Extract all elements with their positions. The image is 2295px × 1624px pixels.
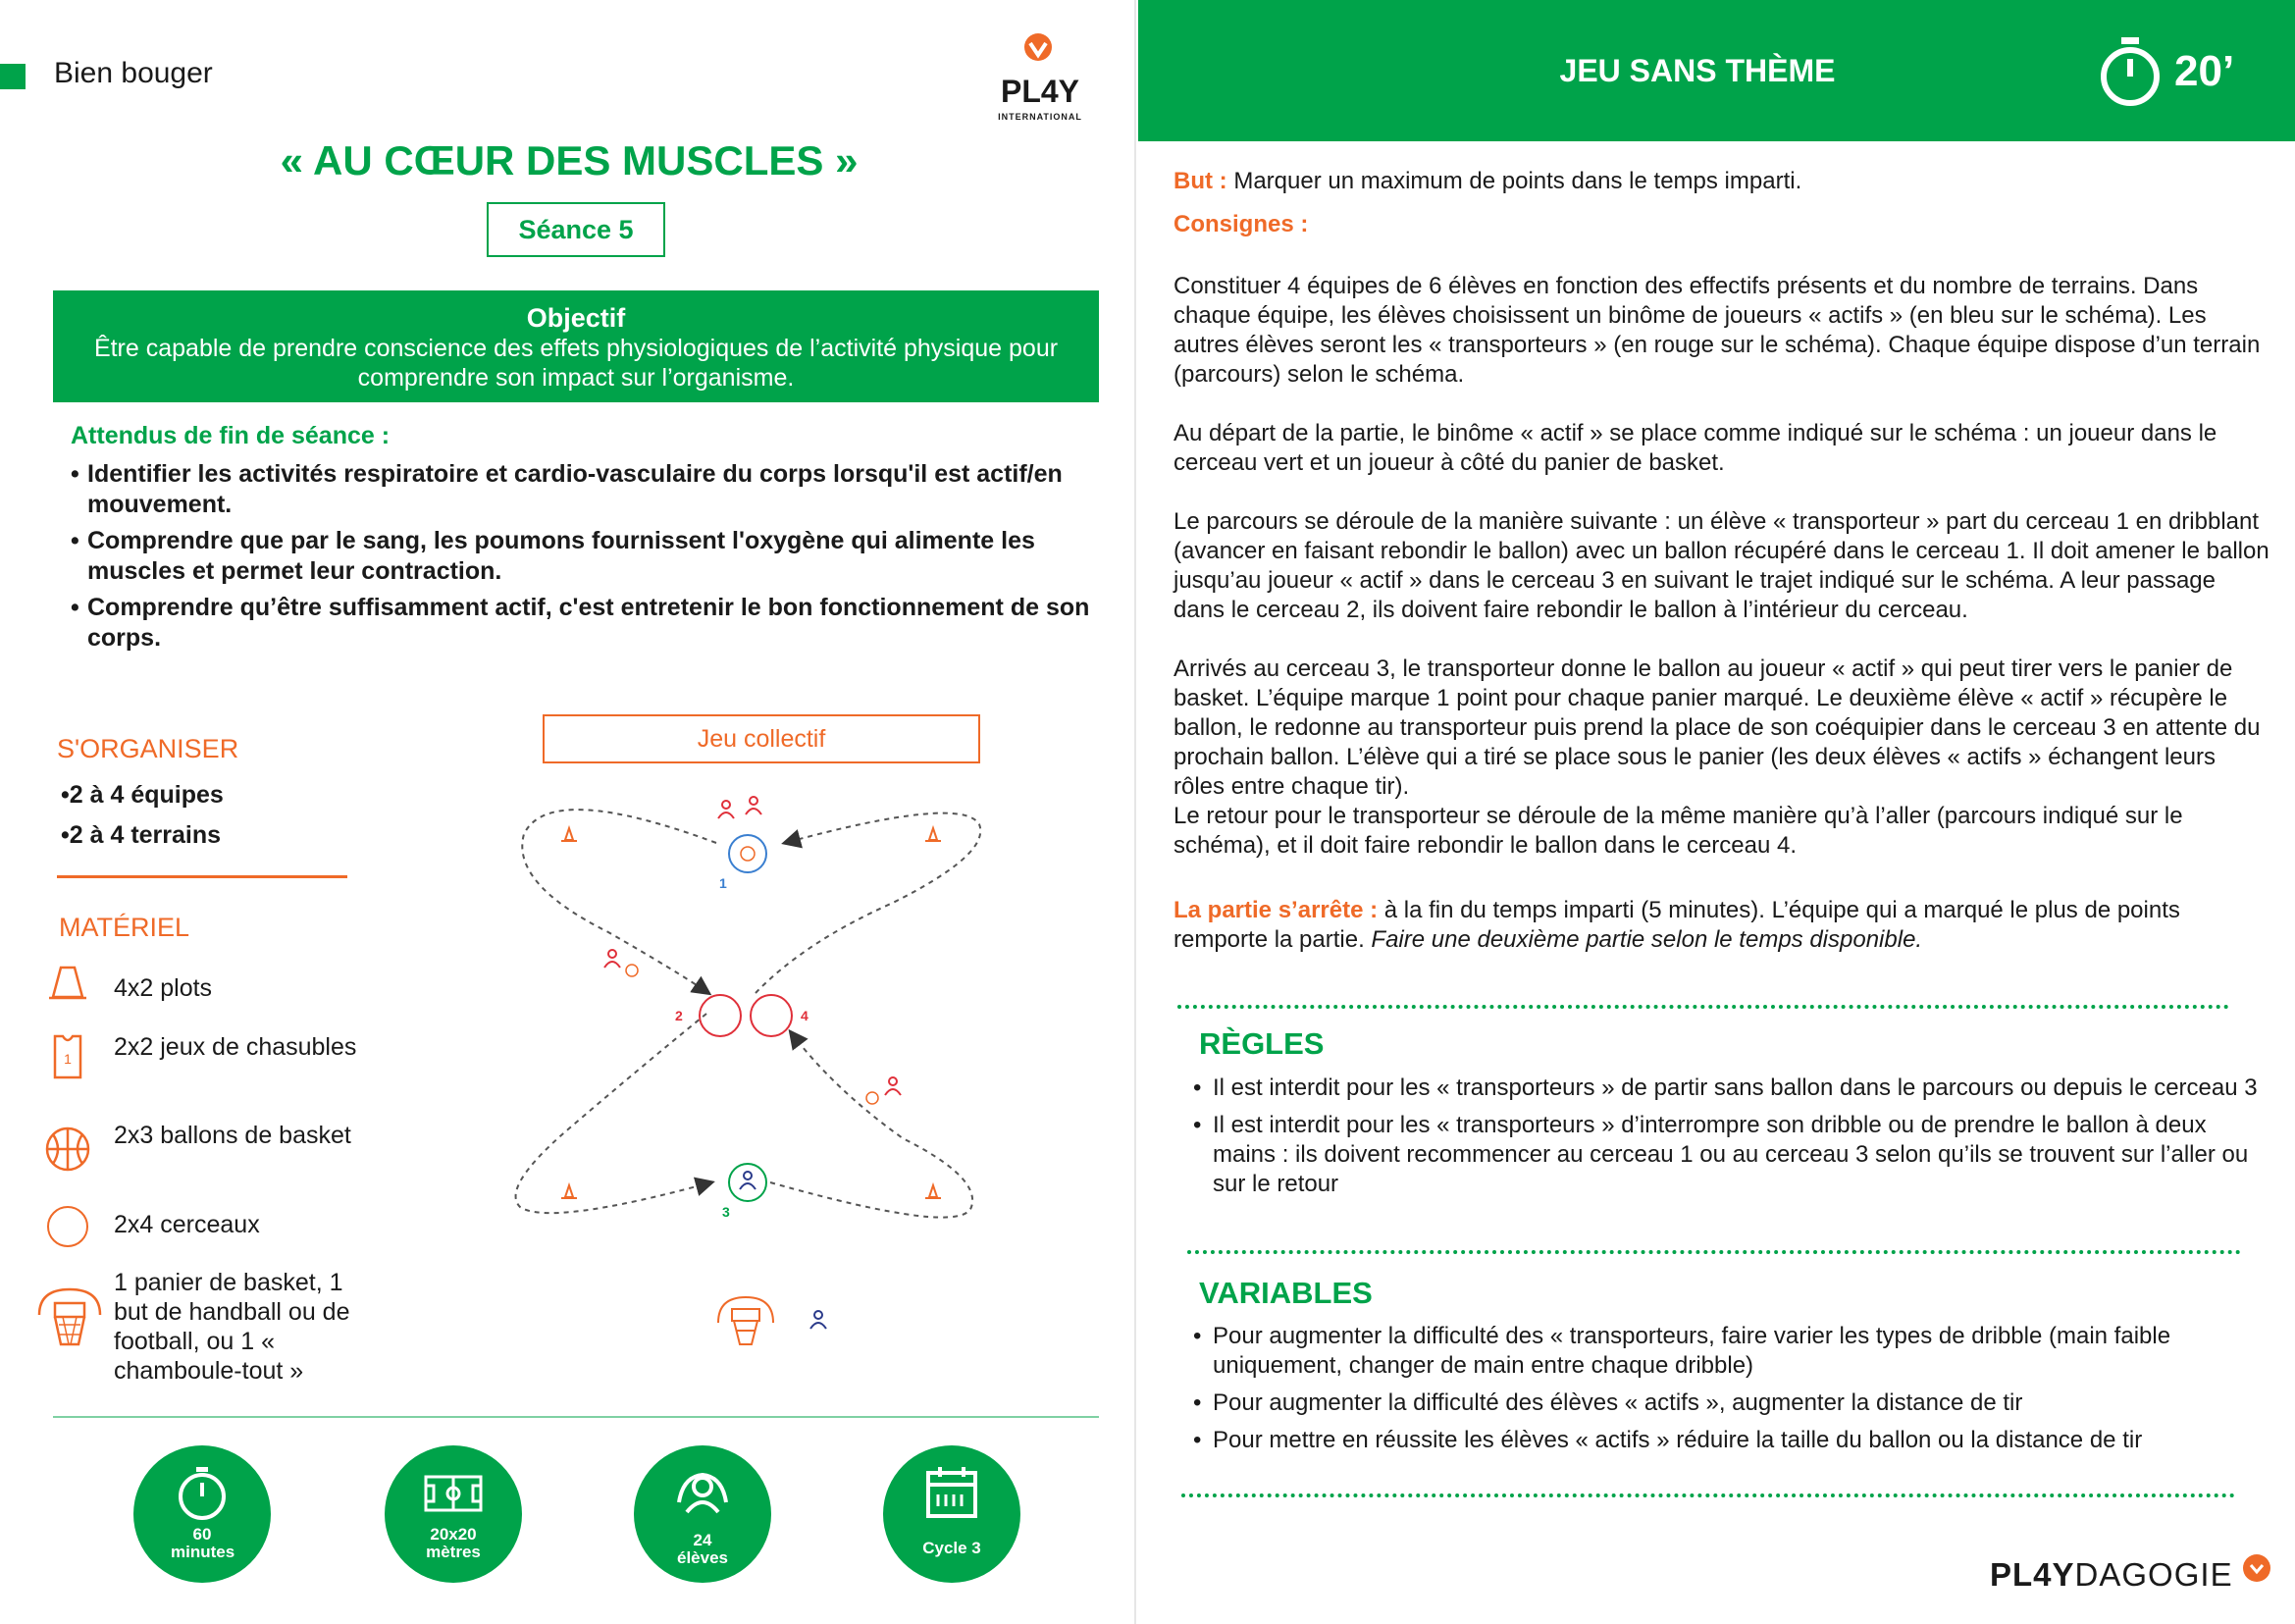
list-item: • Pour mettre en réussite les élèves « actifs » réduire la taille du ballon ou la distance de tir (1193, 1426, 2272, 1455)
play-international-logo (981, 29, 1099, 128)
attendus-title: Attendus de fin de séance : (71, 422, 391, 449)
path-top-right (756, 813, 980, 993)
person-icon-navy (810, 1311, 826, 1329)
hoop-1-label: 1 (719, 875, 727, 891)
hoop-2 (700, 995, 741, 1036)
svg-text:INTERNATIONAL: INTERNATIONAL (998, 112, 1082, 122)
hoop-ring-icon (43, 1203, 92, 1258)
organiser-title: S'ORGANISER (57, 734, 239, 763)
playdagogie-logo (1990, 1556, 2233, 1594)
basket-hoop-icon (718, 1297, 773, 1344)
basketball-icon (43, 1125, 92, 1179)
path-bottom-right (770, 1032, 972, 1218)
list-item: • Il est interdit pour les « transporteurs » d’interrompre son dribble ou de prendre le ballon à deux mains : ils doivent recommencer au cerceau 1 ou au cerceau 3 selon qu’ils se trouvent sur l’aller ou sur le retour (1193, 1111, 2272, 1199)
footer-divider (53, 1416, 1099, 1418)
brand-bold: PL4Y (1990, 1556, 2075, 1593)
but-line (1174, 167, 2272, 196)
attendus-list (71, 459, 1101, 659)
materiel-item: 2x4 cerceaux (114, 1211, 260, 1238)
list-item: • 2 à 4 équipes (61, 775, 224, 815)
stopwatch-icon (2098, 35, 2163, 115)
basketball-icon (626, 965, 638, 976)
cone-icon (561, 1185, 577, 1198)
materiel-item: 1 panier de basket, 1 but de handball ou de football, ou 1 « chamboule-tout » (114, 1269, 350, 1385)
consigne-paragraph: Arrivés au cerceau 3, le transporteur donne le ballon au joueur « actif » qui peut tirer vers le panier de basket. L’équipe marque 1 point pour chaque panier marqué. Le deuxième élève « actif » récupère le ballon, le redonne au transporteur puis prend la place de son coéquipier dans le cerceau 3 en attente du prochain ballon. L’élève qui a tiré se place sous le panier (les deux élèves « actifs » échangent leurs rôles entre chaque tir). (1174, 655, 2261, 800)
basketball-icon (866, 1092, 878, 1104)
organiser-divider (57, 875, 347, 878)
but-label: But : (1174, 168, 1227, 194)
calendar-icon (922, 1463, 981, 1522)
page-divider (1134, 0, 1136, 1624)
person-icon-red (718, 801, 734, 818)
page-title: « AU CŒUR DES MUSCLES » (280, 137, 859, 183)
person-icon-red (746, 797, 761, 814)
cone-icon (925, 828, 941, 841)
materiel-item: 2x2 jeux de chasubles (114, 1033, 357, 1061)
basketball-icon (741, 847, 755, 861)
hoop-4-label: 4 (801, 1008, 808, 1023)
game-diagram (491, 775, 1020, 1384)
cycle-badge (883, 1445, 1020, 1583)
play-heart-icon (2243, 1554, 2270, 1582)
list-item: • 2 à 4 terrains (61, 815, 224, 856)
cycle-label: Cycle 3 (922, 1539, 981, 1557)
variables-title: VARIABLES (1199, 1276, 1373, 1310)
bib-icon (43, 1032, 92, 1087)
field-label: 20x20 mètres (426, 1525, 481, 1561)
regles-title: RÈGLES (1199, 1026, 1325, 1061)
cone-icon (925, 1185, 941, 1198)
field-icon (414, 1463, 493, 1522)
variables-list (1193, 1322, 2272, 1463)
duration-badge (133, 1445, 271, 1583)
person-icon-red (885, 1077, 901, 1095)
hoop-1 (729, 835, 766, 872)
list-item: • Il est interdit pour les « transporteurs » de partir sans ballon dans le parcours ou depuis le cerceau 3 (1193, 1074, 2272, 1103)
header-title: JEU SANS THÈME (1559, 52, 1836, 88)
section-label: Bien bouger (54, 57, 213, 89)
organiser-list (61, 775, 224, 856)
hoop-4 (751, 995, 792, 1036)
path-bottom-left (516, 1014, 711, 1213)
consigne-paragraph: Le retour pour le transporteur se déroule de la même manière qu’à l’aller (parcours indiqué sur le schéma), et il doit faire rebondir le ballon dans le cerceau 4. (1174, 803, 2183, 859)
svg-text:1: 1 (64, 1051, 72, 1067)
materiel-item: 4x2 plots (114, 974, 213, 1002)
group-icon (673, 1463, 732, 1522)
list-item: • Comprendre que par le sang, les poumons fournissent l'oxygène qui alimente les muscles et permet leur contraction. (71, 526, 1101, 587)
hoop-2-label: 2 (675, 1008, 683, 1023)
objectif-box (53, 290, 1099, 402)
materiel-title: MATÉRIEL (59, 913, 190, 942)
section-marker (0, 64, 26, 89)
cone-icon (561, 828, 577, 841)
duration-value: 20’ (2174, 47, 2235, 95)
materiel-item: 2x3 ballons de basket (114, 1122, 351, 1149)
consigne-paragraph: Le parcours se déroule de la manière suivante : un élève « transporteur » part du cerceau 1 en dribblant (avancer en faisant rebondir le ballon) avec un ballon récupéré dans le cerceau 1. Il doit amener le ballon jusqu’au joueur « actif » dans le cerceau 3 en suivant le trajet indiqué sur le schéma. A leur passage dans le cerceau 2, ils doivent faire rebondir le ballon à l’intérieur du cerceau. (1174, 508, 2269, 623)
person-icon-red (604, 950, 620, 968)
consignes-label: Consignes : (1174, 211, 1309, 237)
but-text: Marquer un maximum de points dans le temps imparti. (1226, 168, 1802, 194)
fin-text: à la fin du temps imparti (5 minutes). L’équipe qui a marqué le plus de points remporte la partie. (1174, 897, 2180, 953)
dotted-divider (1187, 1250, 2241, 1254)
consigne-paragraph: Au départ de la partie, le binôme « actif » se place comme indiqué sur le schéma : un joueur dans le cerceau vert et un joueur à côté du panier de basket. (1174, 420, 2217, 476)
consigne-paragraph: Constituer 4 équipes de 6 élèves en fonction des effectifs présents et du nombre de terrains. Dans chaque équipe, les élèves choisissent un binôme de joueurs « actifs » (en bleu sur le schéma). Les autres élèves seront les « transporteurs » (en rouge sur le schéma). Chaque équipe dispose d’un terrain (parcours) selon le schéma. (1174, 273, 2261, 388)
dotted-divider (1181, 1493, 2235, 1497)
duration-label: 60 minutes (171, 1525, 235, 1561)
basket-hoop-icon (35, 1285, 104, 1340)
fin-label: La partie s’arrête : (1174, 897, 1379, 923)
students-label: 24 élèves (677, 1531, 728, 1567)
objectif-text: Être capable de prendre conscience des effets physiologiques de l’activité physique pour comprendre son impact sur l’organisme. (93, 335, 1059, 392)
person-icon-navy (740, 1172, 756, 1189)
svg-text:PL4Y: PL4Y (1000, 74, 1080, 109)
cone-icon (43, 964, 92, 1019)
stopwatch-icon (173, 1463, 232, 1522)
list-item: • Pour augmenter la difficulté des « transporteurs, faire varier les types de dribble (main faible uniquement, changer de main entre chaque dribble) (1193, 1322, 2272, 1381)
field-badge (385, 1445, 522, 1583)
fin-paragraph (1174, 896, 2272, 955)
objectif-heading: Objectif (526, 303, 626, 333)
fin-italic: Faire une deuxième partie selon le temps disponible. (1371, 926, 1923, 953)
list-item: • Pour augmenter la difficulté des élèves « actifs », augmenter la distance de tir (1193, 1388, 2272, 1418)
diagram-title: Jeu collectif (543, 714, 980, 763)
list-item: • Comprendre qu’être suffisamment actif, c'est entretenir le bon fonctionnement de son corps. (71, 593, 1101, 654)
hoop-3-label: 3 (722, 1204, 730, 1220)
regles-list (1193, 1074, 2272, 1207)
dotted-divider (1177, 1005, 2229, 1009)
students-badge (634, 1445, 771, 1583)
list-item: • Identifier les activités respiratoire et cardio-vasculaire du corps lorsqu'il est actif/en mouvement. (71, 459, 1101, 520)
brand-light: DAGOGIE (2074, 1556, 2233, 1593)
seance-badge: Séance 5 (487, 202, 665, 257)
